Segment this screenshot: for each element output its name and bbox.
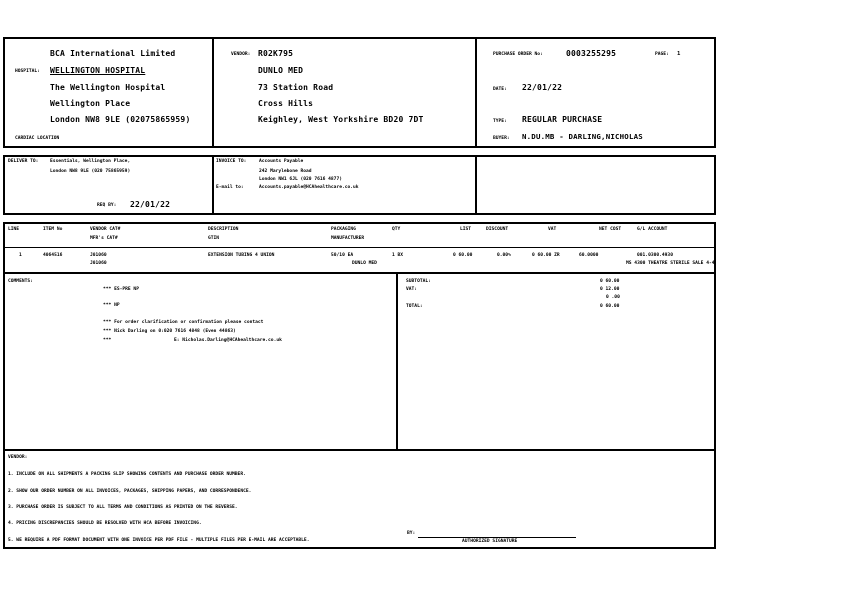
col-header-mfr-cat: MFR's CAT#	[90, 236, 118, 241]
date-label: DATE:	[493, 87, 507, 92]
deliver-to-line-2: London NW8 9LE (020 75865959)	[50, 169, 131, 174]
type-label: TYPE:	[493, 119, 507, 124]
deliver-to-line-1: Essentials, Wellington Place,	[50, 159, 131, 164]
col-header-manufacturer: MANUFACTURER	[331, 236, 365, 241]
row-net-cost: 60.0000	[579, 253, 599, 258]
vendor-note-1: 1. INCLUDE ON ALL SHIPMENTS A PACKING SLIP SHOWING CONTENTS AND PURCHASE ORDER NUMBER.	[8, 472, 246, 477]
col-header-list: LIST	[460, 227, 472, 232]
page-number: 1	[677, 51, 681, 57]
comment-line-4: *** Nick Darling on 0:020 7616 4848 (Even 44863)	[103, 329, 236, 334]
comment-line-1: *** ES-PRE NP	[103, 287, 139, 292]
po-number-label: PURCHASE ORDER No:	[493, 52, 543, 57]
row-gl-description: MS 4300 THEATRE STERILE SALE 4-4	[626, 261, 715, 266]
vendor-note-4: 4. PRICING DISCREPANCIES SHOULD BE RESOLVED WITH HCA BEFORE INVOICING.	[8, 521, 202, 526]
row-manufacturer: DUNLO MED	[352, 261, 377, 266]
delivery-divider-2	[475, 155, 477, 215]
table-bottom-divider	[4, 272, 715, 274]
row-vat: 0 60.00 ZR	[532, 253, 560, 258]
row-discount: 0.00%	[497, 253, 511, 258]
hospital-label: HOSPITAL:	[15, 69, 40, 74]
col-header-net-cost: NET COST	[599, 227, 622, 232]
col-header-qty: QTY	[392, 227, 401, 232]
row-description: EXTENSION TUBING 4 UNION	[208, 253, 275, 258]
comment-line-5-prefix: ***	[103, 338, 112, 343]
col-header-packaging: PACKAGING	[331, 227, 356, 232]
page-label: PAGE:	[655, 52, 669, 57]
comments-label: COMMENTS:	[8, 279, 33, 284]
notes-divider	[4, 449, 715, 451]
po-number: 0003255295	[566, 49, 617, 58]
date-value: 22/01/22	[522, 83, 563, 92]
vendor-label: VENDOR:	[231, 52, 251, 57]
hospital-name: WELLINGTON HOSPITAL	[50, 66, 146, 75]
table-header-divider	[4, 247, 715, 248]
vat-total-label: VAT:	[406, 287, 418, 292]
vendor-note-5: 5. WE REQUIRE A PDF FORMAT DOCUMENT WITH ONE INVOICE PER PDF FILE - MULTIPLE FILES PER E-MAIL ARE ACCEPTABLE.	[8, 538, 310, 543]
signature-by-label: BY:	[407, 531, 416, 536]
comment-line-3: *** For order clarification or confirmation please contact	[103, 320, 264, 325]
cardiac-location-label: CARDIAC LOCATION	[15, 136, 60, 141]
col-header-gl-account: G/L ACCOUNT	[637, 227, 668, 232]
authorized-signature-label: AUTHORIZED SIGNATURE	[462, 539, 518, 544]
vendor-notes-label: VENDOR:	[8, 455, 28, 460]
email-label: E-mail to:	[216, 185, 244, 190]
row-packaging: 50/10 EA	[331, 253, 354, 258]
col-header-item: ITEM No	[43, 227, 63, 232]
comment-line-2: *** NP	[103, 303, 120, 308]
row-qty: 1 BX	[392, 253, 404, 258]
vendor-line-1: DUNLO MED	[258, 66, 304, 75]
buyer-value: N.DU.MB - DARLING,NICHOLAS	[522, 132, 643, 141]
header-divider-2	[475, 37, 477, 148]
hospital-address-2: Wellington Place	[50, 99, 131, 108]
vendor-note-3: 3. PURCHASE ORDER IS SUBJECT TO ALL TERMS AND CONDITIONS AS PRINTED ON THE REVERSE.	[8, 505, 238, 510]
header-divider-1	[212, 37, 214, 148]
vat-total-value: 0 12.00	[600, 287, 620, 292]
row-mfr-cat: J01060	[90, 261, 107, 266]
row-gl-account: 001.0300.4930	[637, 253, 673, 258]
col-header-gtin: GTIN	[208, 236, 220, 241]
signature-line	[418, 537, 576, 538]
vendor-code: R02K795	[258, 49, 294, 58]
col-header-description: DESCRIPTION	[208, 227, 239, 232]
col-header-discount: DISCOUNT	[486, 227, 509, 232]
buyer-label: BUYER:	[493, 136, 510, 141]
subtotal-label: SUBTOTAL:	[406, 279, 431, 284]
comments-divider	[396, 273, 398, 450]
vendor-note-2: 2. SHOW OUR ORDER NUMBER ON ALL INVOICES, PACKAGES, SHIPPING PAPERS, AND CORRESPONDENCE.	[8, 489, 252, 494]
req-by-value: 22/01/22	[130, 200, 171, 209]
delivery-divider-1	[212, 155, 214, 215]
row-line: 1	[19, 253, 22, 258]
blank-total-value: 0 .00	[606, 295, 620, 300]
deliver-to-label: DELIVER TO:	[8, 159, 39, 164]
invoice-to-line-2: 242 Marylebone Road	[259, 169, 312, 174]
row-vendor-cat: J01060	[90, 253, 107, 258]
email-value: Accounts.payable@HCAhealthcare.co.uk	[259, 185, 359, 190]
col-header-vendor-cat: VENDOR CAT#	[90, 227, 121, 232]
vendor-line-3: Cross Hills	[258, 99, 314, 108]
type-value: REGULAR PURCHASE	[522, 115, 603, 124]
invoice-to-line-1: Accounts Payable	[259, 159, 304, 164]
hospital-address-1: The Wellington Hospital	[50, 83, 166, 92]
col-header-vat: VAT	[548, 227, 557, 232]
vendor-line-4: Keighley, West Yorkshire BD20 7DT	[258, 115, 424, 124]
comment-line-5: E: Nicholas.Darling@HCAhealthcare.co.uk	[174, 338, 282, 343]
invoice-to-line-3: London NW1 6JL (020 7616 4877)	[259, 177, 342, 182]
req-by-label: REQ BY:	[97, 203, 117, 208]
col-header-line: LINE	[8, 227, 20, 232]
invoice-to-label: INVOICE TO:	[216, 159, 247, 164]
subtotal-value: 0 60.00	[600, 279, 620, 284]
total-value: 0 60.00	[600, 304, 620, 309]
total-label: TOTAL:	[406, 304, 423, 309]
row-list-price: 0 60.00	[453, 253, 473, 258]
hospital-address-3: London NW8 9LE (02075865959)	[50, 115, 191, 124]
vendor-company-name: BCA International Limited	[50, 49, 176, 58]
row-item-number: 4064516	[43, 253, 63, 258]
vendor-line-2: 73 Station Road	[258, 83, 334, 92]
